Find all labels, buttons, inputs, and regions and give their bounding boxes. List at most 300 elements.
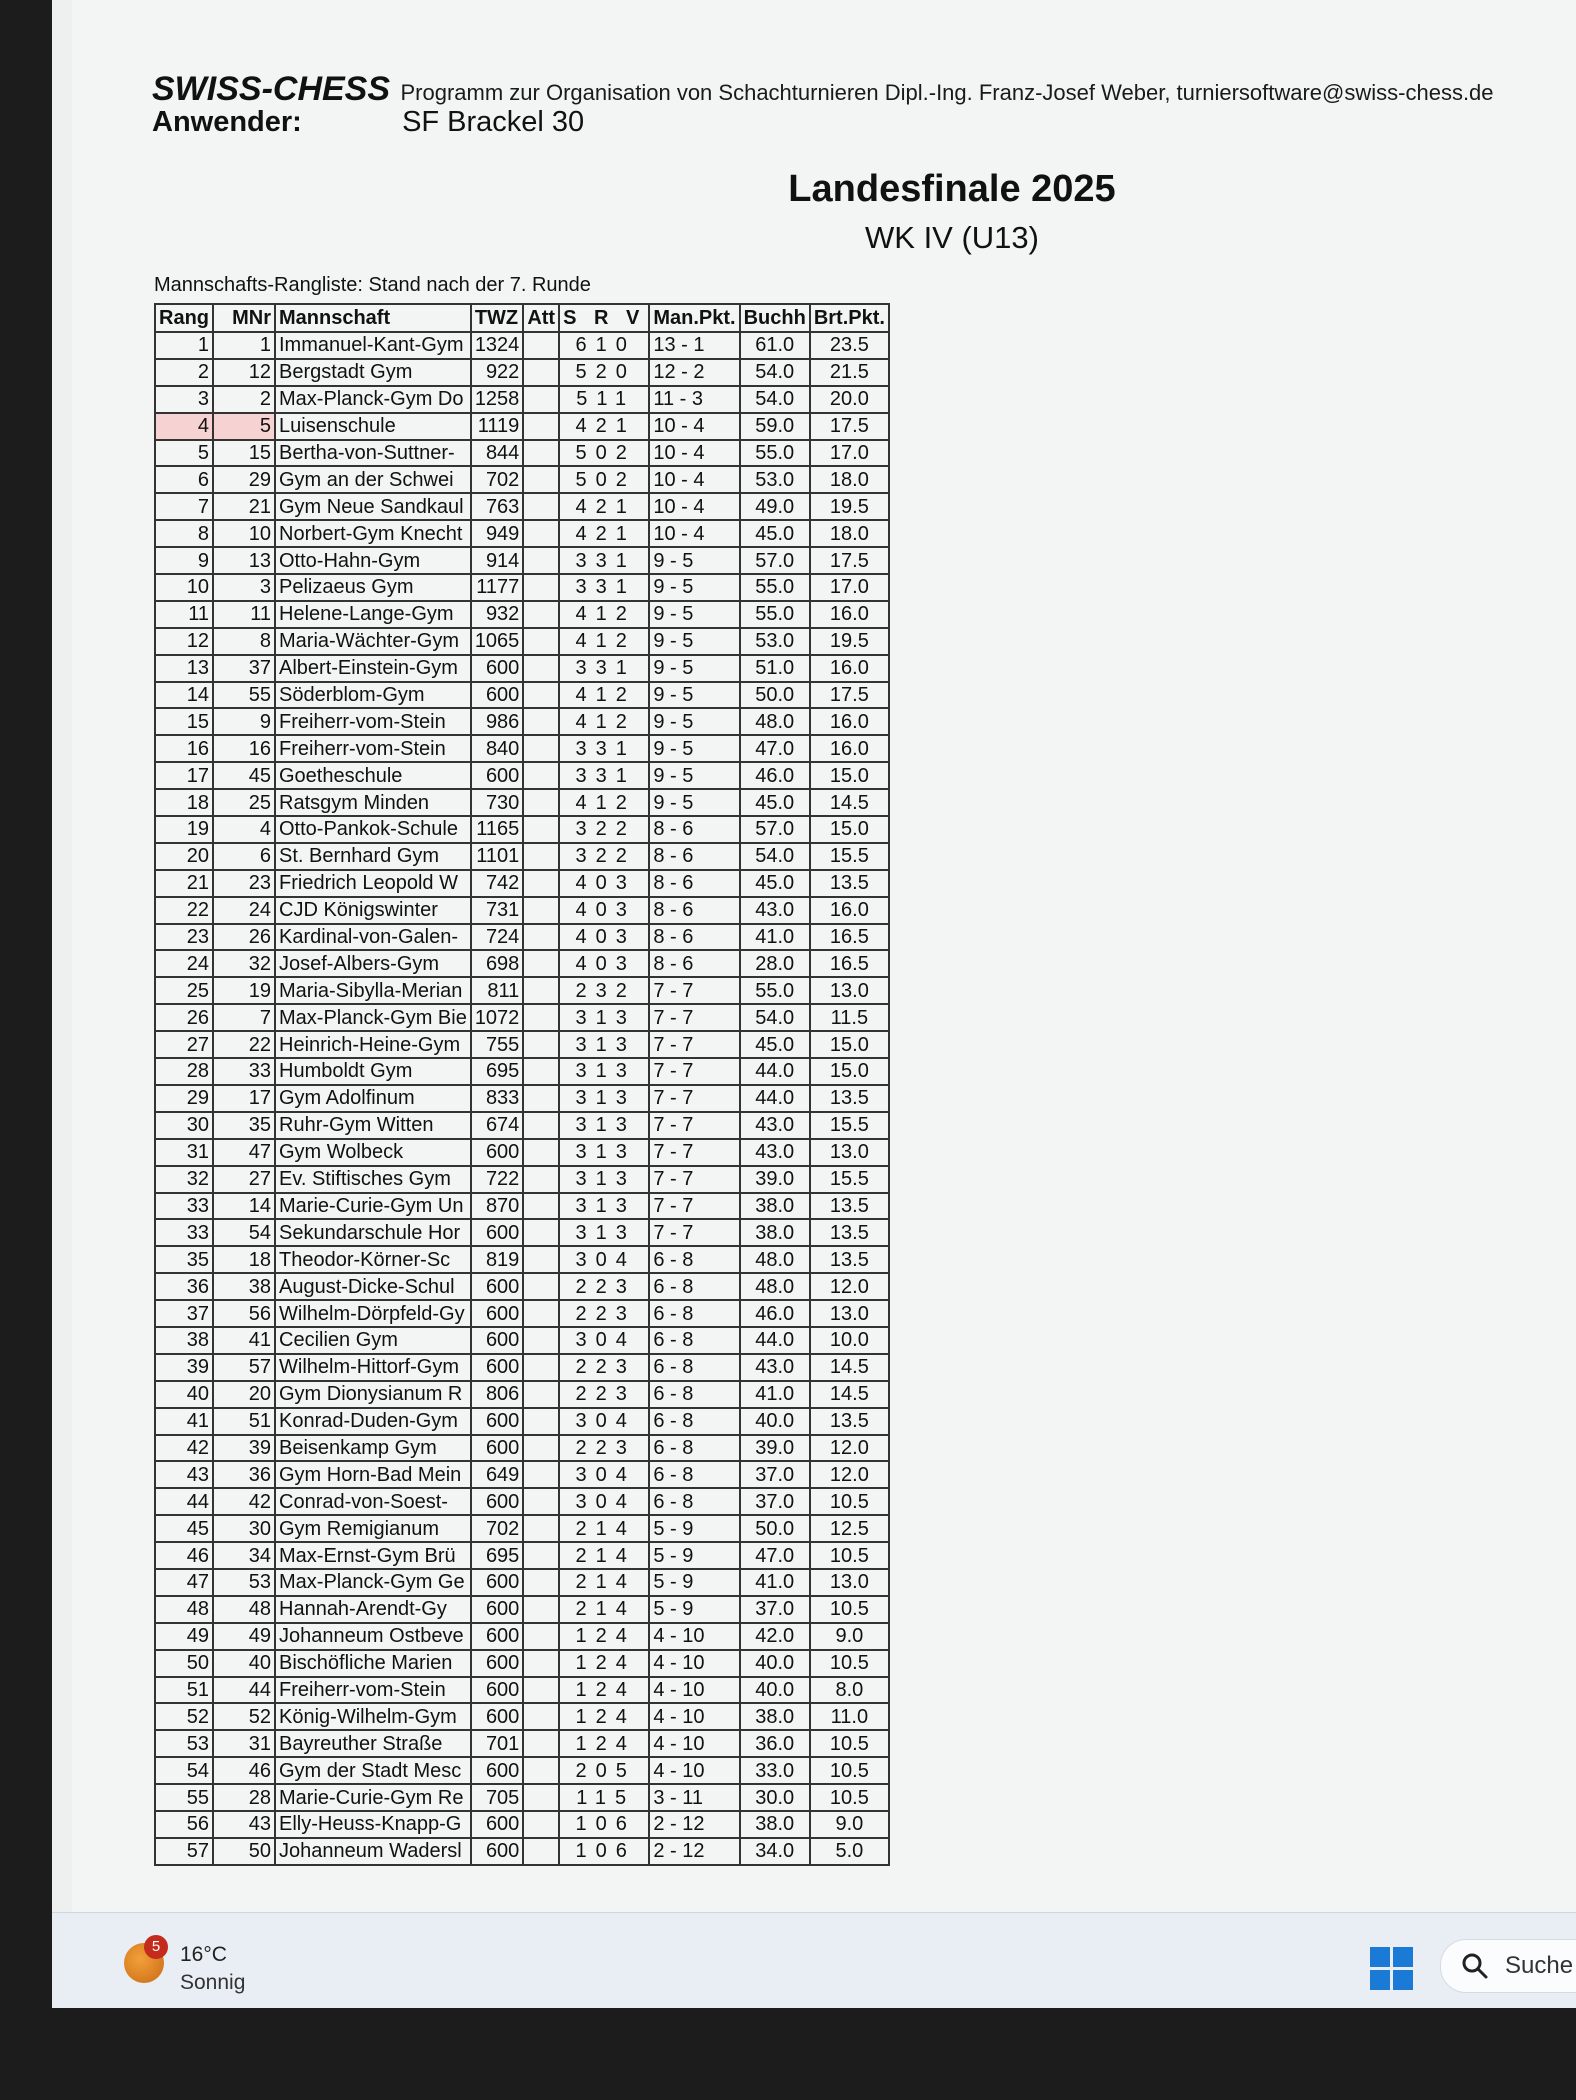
cell-twz: 806 <box>471 1381 524 1408</box>
cell-buchh: 57.0 <box>740 816 810 843</box>
cell-mannschaft: Heinrich-Heine-Gym <box>275 1031 471 1058</box>
cell-brt-pkt: 16.0 <box>810 897 889 924</box>
cell-brt-pkt: 14.5 <box>810 789 889 816</box>
cell-man-pkt: 7 - 7 <box>649 1219 739 1246</box>
cell-v: 1 <box>615 495 636 518</box>
cell-mnr: 39 <box>213 1435 275 1462</box>
cell-v: 4 <box>615 1705 636 1728</box>
table-row <box>155 816 889 843</box>
cell-mnr: 54 <box>213 1219 275 1246</box>
cell-rang: 47 <box>155 1569 213 1596</box>
cell-r: 2 <box>595 1383 616 1406</box>
cell-v: 4 <box>615 1490 636 1513</box>
header-srv <box>559 304 649 332</box>
cell-buchh: 28.0 <box>740 950 810 977</box>
cell-r: 0 <box>595 952 616 975</box>
cell-rang: 36 <box>155 1273 213 1300</box>
cell-att <box>523 1193 559 1220</box>
cell-att <box>523 1650 559 1677</box>
cell-mannschaft: Bertha-von-Suttner- <box>275 440 471 467</box>
cell-man-pkt: 9 - 5 <box>649 789 739 816</box>
cell-v: 2 <box>615 468 636 491</box>
cell-twz: 674 <box>471 1112 524 1139</box>
cell-twz: 600 <box>471 1219 524 1246</box>
cell-mannschaft: Friedrich Leopold W <box>275 870 471 897</box>
cell-twz: 695 <box>471 1542 524 1569</box>
cell-r: 1 <box>595 1114 616 1137</box>
cell-man-pkt: 7 - 7 <box>649 1112 739 1139</box>
cell-man-pkt: 9 - 5 <box>649 574 739 601</box>
cell-mannschaft: Gym Adolfinum <box>275 1085 471 1112</box>
table-row <box>155 1300 889 1327</box>
cell-rang: 38 <box>155 1327 213 1354</box>
cell-buchh: 48.0 <box>740 708 810 735</box>
table-row <box>155 1246 889 1273</box>
cell-man-pkt: 4 - 10 <box>649 1677 739 1704</box>
cell-rang: 29 <box>155 1085 213 1112</box>
cell-rang: 57 <box>155 1838 213 1865</box>
table-row <box>155 601 889 628</box>
cell-mnr: 16 <box>213 735 275 762</box>
cell-mnr: 17 <box>213 1085 275 1112</box>
cell-twz: 600 <box>471 1757 524 1784</box>
cell-buchh: 33.0 <box>740 1757 810 1784</box>
cell-buchh: 38.0 <box>740 1219 810 1246</box>
cell-brt-pkt: 15.5 <box>810 1112 889 1139</box>
cell-srv <box>559 1300 649 1327</box>
cell-mnr: 37 <box>213 655 275 682</box>
cell-att <box>523 1004 559 1031</box>
cell-brt-pkt: 10.5 <box>810 1757 889 1784</box>
cell-brt-pkt: 13.0 <box>810 1300 889 1327</box>
cell-r: 3 <box>595 979 616 1002</box>
cell-mnr: 9 <box>213 708 275 735</box>
cell-srv <box>559 440 649 467</box>
cell-r: 0 <box>595 1463 616 1486</box>
cell-twz: 763 <box>471 493 524 520</box>
cell-buchh: 55.0 <box>740 977 810 1004</box>
cell-man-pkt: 8 - 6 <box>649 924 739 951</box>
cell-brt-pkt: 17.5 <box>810 682 889 709</box>
cell-mannschaft: Elly-Heuss-Knapp-G <box>275 1811 471 1838</box>
cell-man-pkt: 6 - 8 <box>649 1408 739 1435</box>
cell-r: 1 <box>595 1598 616 1621</box>
cell-mannschaft: St. Bernhard Gym <box>275 843 471 870</box>
cell-att <box>523 1515 559 1542</box>
tournament-subtitle: WK IV (U13) <box>865 220 1039 255</box>
cell-r: 1 <box>595 1571 616 1594</box>
cell-mannschaft: König-Wilhelm-Gym <box>275 1703 471 1730</box>
cell-mnr: 47 <box>213 1139 275 1166</box>
cell-att <box>523 1757 559 1784</box>
table-row <box>155 1515 889 1542</box>
cell-r: 0 <box>595 899 616 922</box>
cell-mannschaft: Ratsgym Minden <box>275 789 471 816</box>
program-header <box>152 70 1494 109</box>
cell-man-pkt: 6 - 8 <box>649 1273 739 1300</box>
cell-s: 2 <box>575 1759 596 1782</box>
cell-srv <box>559 843 649 870</box>
cell-mnr: 46 <box>213 1757 275 1784</box>
cell-srv <box>559 1811 649 1838</box>
cell-srv <box>559 1757 649 1784</box>
cell-r: 2 <box>595 1436 616 1459</box>
cell-s: 1 <box>576 1786 595 1809</box>
cell-srv <box>559 1327 649 1354</box>
cell-man-pkt: 7 - 7 <box>649 1004 739 1031</box>
cell-v: 6 <box>615 1813 636 1836</box>
cell-twz: 742 <box>471 870 524 897</box>
cell-twz: 1072 <box>471 1004 524 1031</box>
table-row <box>155 1757 889 1784</box>
cell-brt-pkt: 12.0 <box>810 1435 889 1462</box>
cell-mnr: 56 <box>213 1300 275 1327</box>
cell-man-pkt: 9 - 5 <box>649 735 739 762</box>
cell-brt-pkt: 13.5 <box>810 1219 889 1246</box>
cell-mannschaft: Gym Neue Sandkaul <box>275 493 471 520</box>
cell-s: 2 <box>575 979 596 1002</box>
cell-srv <box>559 574 649 601</box>
cell-brt-pkt: 15.5 <box>810 843 889 870</box>
table-row <box>155 1004 889 1031</box>
cell-r: 2 <box>595 1356 616 1379</box>
cell-man-pkt: 8 - 6 <box>649 870 739 897</box>
cell-att <box>523 735 559 762</box>
cell-buchh: 40.0 <box>740 1408 810 1435</box>
cell-rang: 35 <box>155 1246 213 1273</box>
cell-mnr: 49 <box>213 1623 275 1650</box>
cell-mnr: 45 <box>213 762 275 789</box>
cell-srv <box>559 924 649 951</box>
cell-v: 3 <box>615 899 636 922</box>
cell-brt-pkt: 10.5 <box>810 1650 889 1677</box>
cell-mannschaft: Ruhr-Gym Witten <box>275 1112 471 1139</box>
cell-buchh: 41.0 <box>740 1381 810 1408</box>
cell-twz: 1165 <box>471 816 524 843</box>
table-row <box>155 1623 889 1650</box>
cell-man-pkt: 4 - 10 <box>649 1730 739 1757</box>
cell-mnr: 33 <box>213 1058 275 1085</box>
cell-buchh: 53.0 <box>740 628 810 655</box>
table-row <box>155 1461 889 1488</box>
cell-s: 2 <box>575 1356 596 1379</box>
cell-v: 1 <box>615 388 636 411</box>
cell-mnr: 41 <box>213 1327 275 1354</box>
cell-mannschaft: Ev. Stiftisches Gym <box>275 1166 471 1193</box>
cell-man-pkt: 6 - 8 <box>649 1246 739 1273</box>
cell-brt-pkt: 18.0 <box>810 520 889 547</box>
cell-brt-pkt: 16.5 <box>810 924 889 951</box>
cell-man-pkt: 6 - 8 <box>649 1354 739 1381</box>
cell-s: 1 <box>575 1813 596 1836</box>
table-row <box>155 1542 889 1569</box>
cell-r: 0 <box>595 1329 616 1352</box>
cell-rang: 23 <box>155 924 213 951</box>
cell-att <box>523 1112 559 1139</box>
cell-v: 3 <box>615 1060 636 1083</box>
cell-man-pkt: 5 - 9 <box>649 1515 739 1542</box>
cell-v: 4 <box>615 1517 636 1540</box>
table-row <box>155 1381 889 1408</box>
table-row <box>155 1058 889 1085</box>
cell-man-pkt: 6 - 8 <box>649 1435 739 1462</box>
cell-v: 2 <box>615 684 636 707</box>
cell-rang: 56 <box>155 1811 213 1838</box>
cell-brt-pkt: 13.5 <box>810 870 889 897</box>
table-header-row <box>155 304 889 332</box>
standings-table <box>154 303 890 1866</box>
cell-v: 3 <box>615 1033 636 1056</box>
cell-srv <box>559 655 649 682</box>
cell-rang: 43 <box>155 1461 213 1488</box>
cell-mnr: 25 <box>213 789 275 816</box>
table-row <box>155 1193 889 1220</box>
cell-r: 3 <box>595 737 616 760</box>
cell-brt-pkt: 10.5 <box>810 1784 889 1811</box>
cell-v: 1 <box>615 549 636 572</box>
cell-mnr: 20 <box>213 1381 275 1408</box>
cell-twz: 600 <box>471 1569 524 1596</box>
cell-r: 0 <box>595 872 616 895</box>
cell-att <box>523 359 559 386</box>
cell-twz: 949 <box>471 520 524 547</box>
cell-man-pkt: 6 - 8 <box>649 1461 739 1488</box>
cell-r: 1 <box>595 1087 616 1110</box>
cell-v: 3 <box>615 1114 636 1137</box>
cell-rang: 4 <box>155 413 213 440</box>
cell-att <box>523 1300 559 1327</box>
cell-twz: 600 <box>471 1139 524 1166</box>
cell-r: 1 <box>595 1544 616 1567</box>
cell-v: 1 <box>615 522 636 545</box>
cell-rang: 16 <box>155 735 213 762</box>
cell-r: 1 <box>594 1786 616 1809</box>
cell-v: 3 <box>615 1436 636 1459</box>
cell-r: 1 <box>595 1006 616 1029</box>
cell-twz: 844 <box>471 440 524 467</box>
cell-att <box>523 628 559 655</box>
cell-buchh: 34.0 <box>740 1838 810 1865</box>
cell-man-pkt: 10 - 4 <box>649 440 739 467</box>
cell-srv <box>559 386 649 413</box>
cell-mannschaft: Kardinal-von-Galen- <box>275 924 471 951</box>
cell-mannschaft: Bayreuther Straße <box>275 1730 471 1757</box>
cell-mannschaft: Freiherr-vom-Stein <box>275 1677 471 1704</box>
cell-rang: 21 <box>155 870 213 897</box>
cell-r: 1 <box>595 710 616 733</box>
cell-mannschaft: Max-Planck-Gym Do <box>275 386 471 413</box>
cell-v: 2 <box>615 979 636 1002</box>
cell-srv <box>559 1784 649 1811</box>
cell-rang: 31 <box>155 1139 213 1166</box>
cell-mnr: 53 <box>213 1569 275 1596</box>
cell-s: 4 <box>575 522 596 545</box>
cell-mnr: 31 <box>213 1730 275 1757</box>
cell-rang: 1 <box>155 332 213 359</box>
cell-twz: 600 <box>471 762 524 789</box>
cell-buchh: 37.0 <box>740 1488 810 1515</box>
cell-brt-pkt: 13.5 <box>810 1193 889 1220</box>
cell-s: 2 <box>575 1436 596 1459</box>
cell-att <box>523 1623 559 1650</box>
taskbar-search[interactable] <box>1440 1939 1576 1993</box>
cell-att <box>523 1784 559 1811</box>
cell-att <box>523 547 559 574</box>
cell-man-pkt: 8 - 6 <box>649 897 739 924</box>
cell-att <box>523 762 559 789</box>
cell-mannschaft: Bergstadt Gym <box>275 359 471 386</box>
cell-att <box>523 816 559 843</box>
cell-twz: 649 <box>471 1461 524 1488</box>
cell-rang: 7 <box>155 493 213 520</box>
cell-srv <box>559 1569 649 1596</box>
cell-mannschaft: Johanneum Ostbeve <box>275 1623 471 1650</box>
cell-r: 0 <box>595 1490 616 1513</box>
header-twz: TWZ <box>471 304 524 332</box>
cell-twz: 600 <box>471 1354 524 1381</box>
header-brt-pkt: Brt.Pkt. <box>810 304 889 332</box>
cell-twz: 701 <box>471 1730 524 1757</box>
weather-condition[interactable]: Sonnig <box>180 1971 246 1994</box>
cell-rang: 19 <box>155 816 213 843</box>
cell-mnr: 5 <box>213 413 275 440</box>
cell-mnr: 22 <box>213 1031 275 1058</box>
cell-r: 0 <box>595 1813 616 1836</box>
cell-mnr: 24 <box>213 897 275 924</box>
cell-rang: 2 <box>155 359 213 386</box>
cell-mannschaft: Maria-Sibylla-Merian <box>275 977 471 1004</box>
cell-man-pkt: 4 - 10 <box>649 1623 739 1650</box>
cell-v: 4 <box>615 1329 636 1352</box>
cell-mnr: 13 <box>213 547 275 574</box>
cell-srv <box>559 466 649 493</box>
table-row <box>155 1838 889 1865</box>
cell-buchh: 53.0 <box>740 466 810 493</box>
cell-s: 3 <box>575 1168 596 1191</box>
cell-s: 4 <box>575 899 596 922</box>
cell-srv <box>559 977 649 1004</box>
table-row <box>155 1730 889 1757</box>
cell-buchh: 51.0 <box>740 655 810 682</box>
cell-mannschaft: Otto-Pankok-Schule <box>275 816 471 843</box>
cell-mannschaft: Gym an der Schwei <box>275 466 471 493</box>
cell-mnr: 35 <box>213 1112 275 1139</box>
cell-mannschaft: Maria-Wächter-Gym <box>275 628 471 655</box>
cell-rang: 20 <box>155 843 213 870</box>
cell-mnr: 11 <box>213 601 275 628</box>
cell-man-pkt: 7 - 7 <box>649 1085 739 1112</box>
cell-mannschaft: Otto-Hahn-Gym <box>275 547 471 574</box>
cell-man-pkt: 6 - 8 <box>649 1327 739 1354</box>
cell-v: 1 <box>615 737 636 760</box>
cell-twz: 840 <box>471 735 524 762</box>
cell-buchh: 45.0 <box>740 520 810 547</box>
cell-brt-pkt: 16.0 <box>810 655 889 682</box>
cell-att <box>523 682 559 709</box>
cell-r: 0 <box>595 468 616 491</box>
cell-r: 1 <box>596 388 616 411</box>
cell-s: 6 <box>575 334 596 357</box>
cell-att <box>523 1354 559 1381</box>
cell-srv <box>559 1219 649 1246</box>
cell-srv <box>559 1273 649 1300</box>
cell-s: 1 <box>575 1705 596 1728</box>
cell-att <box>523 1703 559 1730</box>
cell-r: 3 <box>595 657 616 680</box>
cell-s: 5 <box>575 442 596 464</box>
cell-mnr: 28 <box>213 1784 275 1811</box>
cell-s: 4 <box>575 952 596 975</box>
cell-s: 5 <box>575 361 596 384</box>
cell-srv <box>559 682 649 709</box>
cell-brt-pkt: 9.0 <box>810 1811 889 1838</box>
weather-temperature[interactable]: 16°C <box>180 1943 227 1966</box>
cell-att <box>523 520 559 547</box>
cell-srv <box>559 1623 649 1650</box>
cell-man-pkt: 8 - 6 <box>649 950 739 977</box>
cell-r: 0 <box>595 1759 616 1782</box>
cell-v: 3 <box>615 1141 636 1164</box>
cell-brt-pkt: 15.0 <box>810 1058 889 1085</box>
cell-v: 3 <box>615 1302 636 1325</box>
cell-srv <box>559 1408 649 1435</box>
table-row <box>155 1677 889 1704</box>
cell-srv <box>559 1435 649 1462</box>
cell-v: 3 <box>615 952 636 975</box>
cell-brt-pkt: 19.5 <box>810 628 889 655</box>
cell-s: 3 <box>575 1490 596 1513</box>
cell-brt-pkt: 17.0 <box>810 574 889 601</box>
cell-mnr: 32 <box>213 950 275 977</box>
cell-rang: 26 <box>155 1004 213 1031</box>
cell-v: 4 <box>615 1625 636 1648</box>
cell-r: 1 <box>595 791 616 814</box>
cell-r: 1 <box>595 1194 616 1217</box>
cell-s: 1 <box>575 1840 596 1863</box>
cell-r: 0 <box>595 926 616 949</box>
cell-s: 5 <box>575 468 596 491</box>
cell-rang: 37 <box>155 1300 213 1327</box>
cell-twz: 1177 <box>471 574 524 601</box>
cell-v: 2 <box>615 791 636 814</box>
cell-mnr: 27 <box>213 1166 275 1193</box>
cell-srv <box>559 1139 649 1166</box>
cell-att <box>523 655 559 682</box>
cell-srv <box>559 1488 649 1515</box>
cell-srv <box>559 1515 649 1542</box>
cell-buchh: 42.0 <box>740 1623 810 1650</box>
cell-buchh: 40.0 <box>740 1677 810 1704</box>
cell-mannschaft: Luisenschule <box>275 413 471 440</box>
cell-twz: 600 <box>471 1327 524 1354</box>
standings-body <box>155 332 889 1865</box>
windows-logo-icon[interactable] <box>1370 1947 1414 1991</box>
cell-r: 0 <box>595 1840 616 1863</box>
cell-srv <box>559 547 649 574</box>
cell-man-pkt: 5 - 9 <box>649 1596 739 1623</box>
cell-mnr: 18 <box>213 1246 275 1273</box>
cell-srv <box>559 1004 649 1031</box>
cell-srv <box>559 870 649 897</box>
cell-r: 2 <box>595 818 616 841</box>
cell-s: 4 <box>575 791 596 814</box>
cell-srv <box>559 413 649 440</box>
cell-buchh: 55.0 <box>740 574 810 601</box>
cell-srv <box>559 1596 649 1623</box>
table-row <box>155 628 889 655</box>
cell-r: 0 <box>595 1410 616 1433</box>
cell-mnr: 48 <box>213 1596 275 1623</box>
